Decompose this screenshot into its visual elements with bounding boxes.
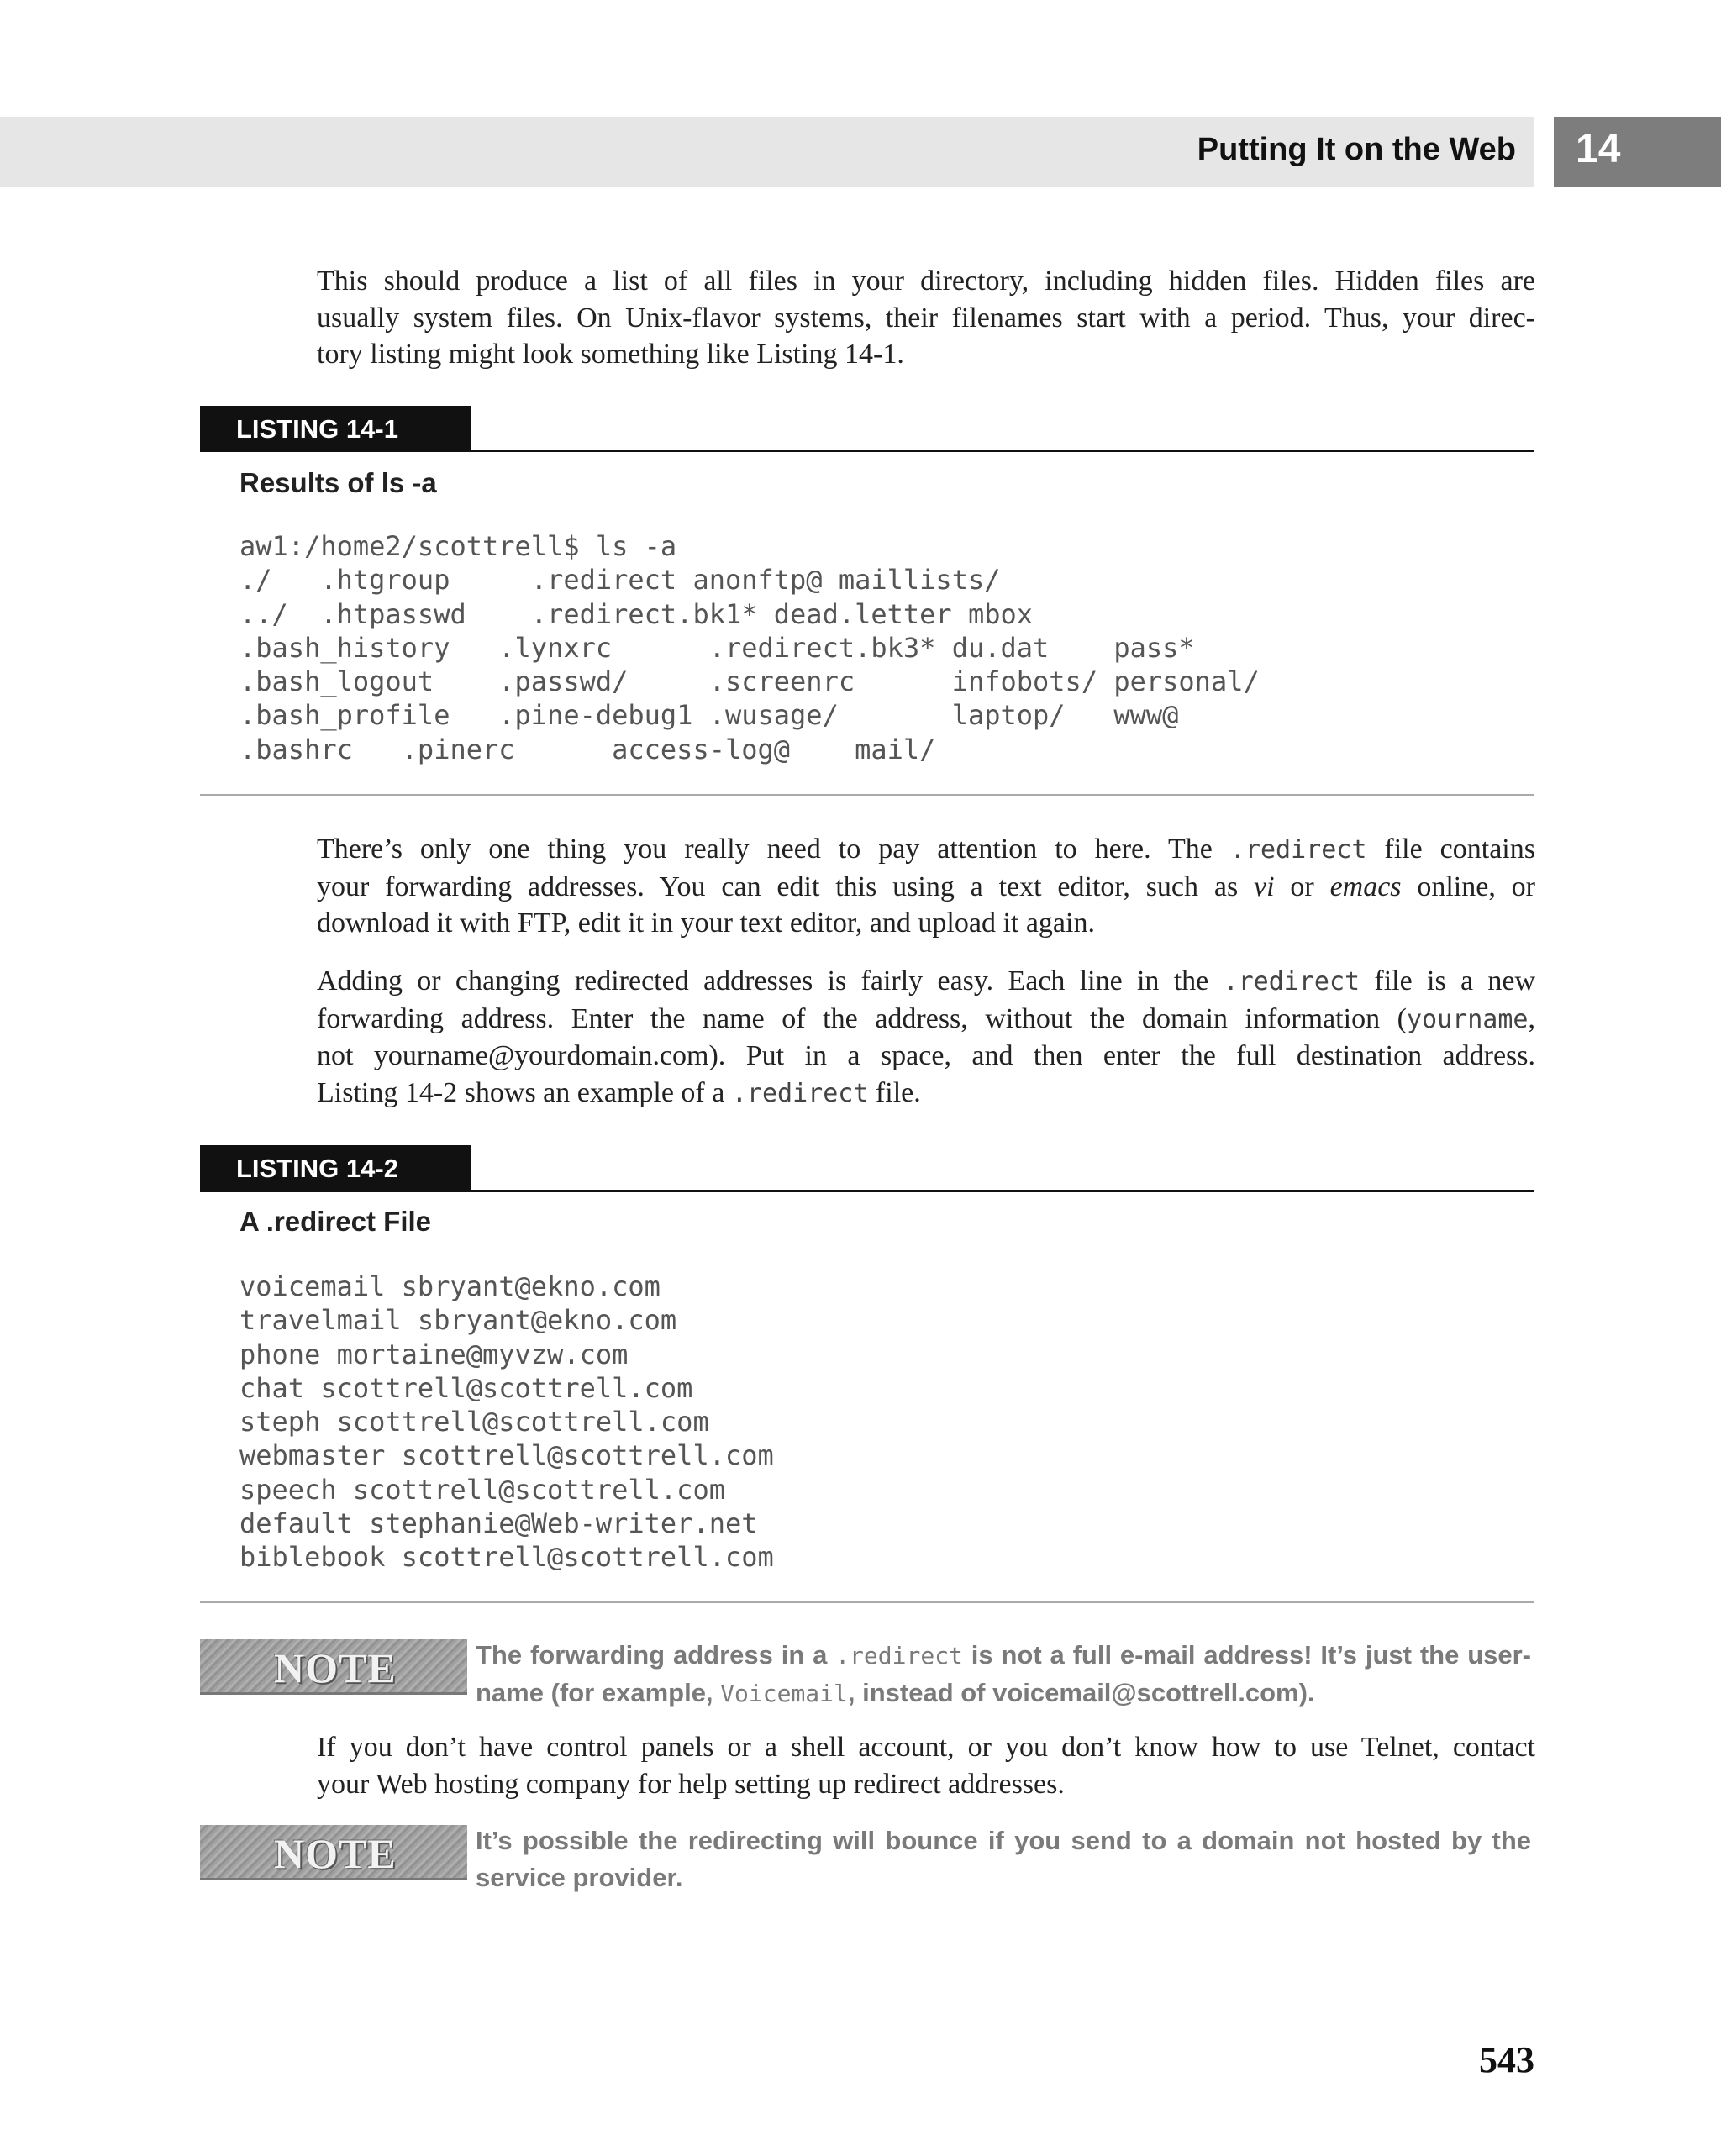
note2-line-2: service provider. — [476, 1862, 683, 1892]
note-badge-2-label: NOTE — [274, 1830, 397, 1877]
redirect-format-paragraph — [317, 963, 1535, 1112]
listing-2-end-rule — [200, 1601, 1534, 1603]
para2-line-2: your forwarding addresses. You can edit this using a text editor, such as vi or emacs online, or — [317, 870, 1536, 902]
note-badge-2 — [200, 1825, 467, 1880]
para2-line-3: download it with FTP, edit it in your text editor, and upload it again. — [317, 907, 1095, 939]
intro-line-2: usually system files. On Unix-flavor systems, their filenames start with a period. Thus, your direc- — [317, 302, 1535, 334]
intro-line-3: tory listing might look something like Listing 14-1. — [317, 339, 904, 370]
para4-line-2: your Web hosting company for help setting up redirect addresses. — [317, 1768, 1065, 1800]
para3-line-4: Listing 14-2 shows an example of a .redirect file. — [317, 1076, 921, 1108]
intro-line-1: This should produce a list of all files in your directory, including hidden files. Hidden files are — [317, 266, 1535, 297]
intro-paragraph — [317, 263, 1535, 373]
chapter-number: 14 — [1576, 127, 1621, 171]
para4-line-1: If you don’t have control panels or a shell account, or you don’t know how to use Telnet, contact — [317, 1732, 1535, 1763]
page-number: 543 — [1479, 2039, 1534, 2080]
listing-1-code: aw1:/home2/scottrell$ ls -a ./ .htgroup .redirect anonftp@ maillists/ ../ .htpasswd .redirect.bk1* dead.letter mbox .bash_history .lynxrc .redirect.bk3* du.dat pass* .bash_logout .passwd/ .screenrc infobots/ personal/ .bash_profile .pine-debug1 .wusage/ laptop/ www@ .bashrc .pinerc access-log@ mail/ — [239, 530, 1260, 765]
note1-line-2: name (for example, Voicemail, instead of voicemail@scottrell.com). — [476, 1677, 1315, 1707]
note-badge-1-label: NOTE — [274, 1644, 397, 1691]
note-1-text — [476, 1637, 1531, 1712]
redirect-intro-paragraph — [317, 831, 1535, 942]
listing-1-rule — [200, 450, 1534, 452]
listing-2-rule — [200, 1190, 1534, 1192]
running-header-title: Putting It on the Web — [1197, 132, 1516, 167]
listing-2-code: voicemail sbryant@ekno.com travelmail sbryant@ekno.com phone mortaine@myvzw.com chat scottrell@scottrell.com steph scottrell@scottrell.com webmaster scottrell@scottrell.com speech scottrell@scottrell.com default stephanie@Web-writer.net biblebook scottrell@scottrell.com — [239, 1270, 774, 1574]
para3-line-3: not yourname@yourdomain.com). Put in a space, and then enter the full destination address. — [317, 1040, 1535, 1071]
para2-line-1: There’s only one thing you really need to pay attention to here. The .redirect file contains — [317, 833, 1535, 865]
note-badge-1 — [200, 1639, 467, 1695]
listing-1-label: LISTING 14-1 — [200, 406, 471, 452]
listing-2-label: LISTING 14-2 — [200, 1145, 471, 1191]
note2-line-1: It’s possible the redirecting will bounce if you send to a domain not hosted by the — [476, 1826, 1531, 1855]
hosting-help-paragraph — [317, 1729, 1535, 1802]
listing-2-caption: A .redirect File — [239, 1206, 432, 1237]
para3-line-1: Adding or changing redirected addresses is fairly easy. Each line in the .redirect file is a new — [317, 965, 1536, 996]
listing-1-end-rule — [200, 794, 1534, 796]
para3-line-2: forwarding address. Enter the name of the address, without the domain information (yourname, — [317, 1002, 1535, 1034]
note-2-text — [476, 1822, 1531, 1896]
listing-1-caption: Results of ls -a — [239, 467, 437, 498]
note1-line-1: The forwarding address in a .redirect is not a full e-mail address! It’s just the user- — [476, 1640, 1531, 1670]
